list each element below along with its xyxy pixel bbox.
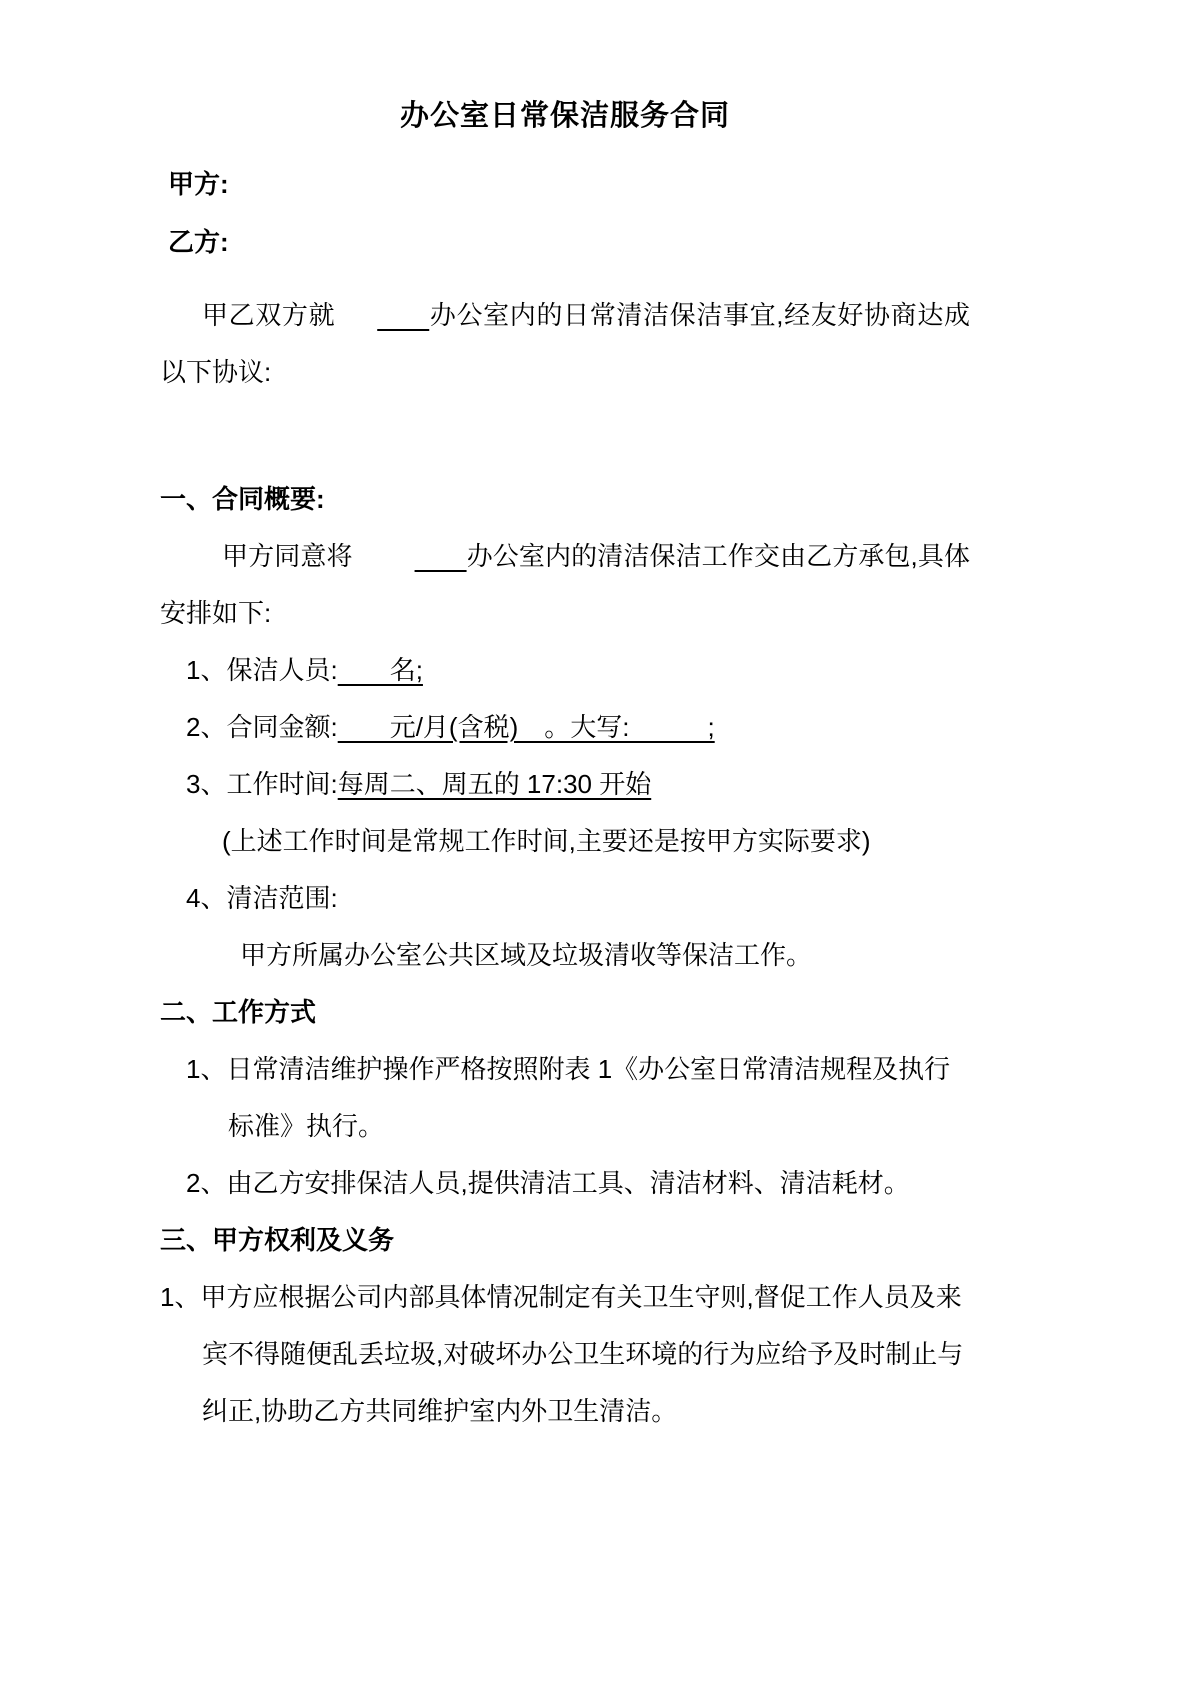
document-body (160, 96, 970, 1440)
item-cleaning-scope (186, 870, 970, 927)
work-method-item-2 (186, 1155, 970, 1212)
cleaning-scope-detail: 甲方所属办公室公共区域及垃圾清收等保洁工作。 (240, 939, 813, 970)
contract-amount-blank: 元/月(含税) 。大写: ; (337, 711, 715, 742)
item-number: 1、 (186, 654, 227, 685)
item-number: 1、 (160, 1281, 201, 1312)
item-label: 工作时间: (226, 768, 338, 799)
item-text: 由乙方安排保洁人员,提供清洁工具、清洁材料、清洁耗材。 (226, 1167, 910, 1198)
item-label: 保洁人员: (226, 654, 338, 685)
item-text: 日常清洁维护操作严格按照附表 1《办公室日常清洁规程及执行标准》执行。 (226, 1053, 951, 1141)
section-1-intro-blank (353, 528, 467, 585)
work-time-value: 每周二、周五的 17:30 开始 (337, 768, 652, 799)
work-time-note: (上述工作时间是常规工作时间,主要还是按甲方实际要求) (222, 825, 871, 856)
item-work-time (186, 756, 970, 813)
item-contract-amount (186, 699, 970, 756)
work-method-item-1 (186, 1041, 970, 1155)
section-1-intro (160, 528, 970, 642)
item-label: 清洁范围: (226, 882, 338, 913)
item-number: 2、 (186, 1167, 227, 1198)
section-1-intro-before: 甲方同意将 (222, 540, 353, 571)
section-1-intro-after: 办公室内的清洁保洁工作交由乙方承包,具体安排如下: (160, 540, 970, 628)
preamble-text-before: 甲乙双方就 (202, 299, 336, 330)
page-title: 办公室日常保洁服务合同 (399, 100, 730, 132)
party-a-label: 甲方: (168, 168, 229, 199)
party-a-duty-item-1 (160, 1269, 970, 1440)
item-text: 甲方应根据公司内部具体情况制定有关卫生守则,督促工作人员及来宾不得随便乱丢垃圾,对破坏办公卫生环境的行为应给予及时制止与纠正,协助乙方共同维护室内外卫生清洁。 (200, 1281, 964, 1426)
spacer (160, 401, 970, 471)
item-cleaning-staff (186, 642, 970, 699)
section-heading-1: 一、合同概要: (160, 483, 325, 514)
preamble-paragraph (160, 287, 970, 401)
party-b-label: 乙方: (168, 226, 229, 257)
preamble-text-after: 办公室内的日常清洁保洁事宜,经友好协商达成以下协议: (160, 299, 970, 387)
item-number: 3、 (186, 768, 227, 799)
item-number: 1、 (186, 1053, 227, 1084)
section-heading-2: 二、工作方式 (160, 996, 317, 1027)
item-number: 4、 (186, 882, 227, 913)
cleaning-staff-count-blank: 名; (337, 654, 423, 685)
section-heading-3: 三、甲方权利及义务 (160, 1224, 395, 1255)
preamble-blank (335, 287, 429, 344)
item-label: 合同金额: (226, 711, 338, 742)
item-number: 2、 (186, 711, 227, 742)
